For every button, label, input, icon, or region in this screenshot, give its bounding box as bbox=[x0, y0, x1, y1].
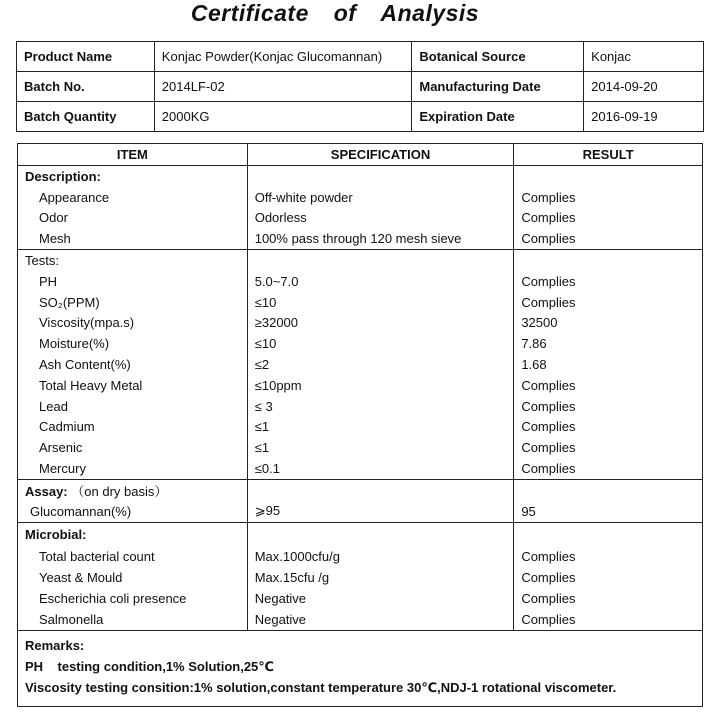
result-cell: 7.86 bbox=[514, 333, 703, 354]
result-cell: Complies bbox=[514, 588, 703, 609]
batch-no-value: 2014LF-02 bbox=[154, 72, 412, 102]
info-row bbox=[17, 72, 704, 102]
table-row bbox=[18, 501, 703, 522]
tests-heading: Tests: bbox=[18, 250, 248, 271]
batch-no-label: Batch No. bbox=[17, 72, 155, 102]
result-cell: 32500 bbox=[514, 313, 703, 334]
item-cell: Appearance bbox=[18, 187, 248, 208]
specification-header: SPECIFICATION bbox=[247, 144, 514, 166]
expiration-date-label: Expiration Date bbox=[412, 102, 584, 132]
table-row bbox=[18, 208, 703, 229]
spec-cell: Max.1000cfu/g bbox=[247, 547, 514, 568]
item-cell: Moisture(%) bbox=[18, 333, 248, 354]
product-name-label: Product Name bbox=[17, 42, 155, 72]
spec-cell: Odorless bbox=[247, 208, 514, 229]
table-row bbox=[18, 313, 703, 334]
section-row bbox=[18, 479, 703, 500]
item-cell: Salmonella bbox=[18, 609, 248, 630]
result-cell: Complies bbox=[514, 567, 703, 588]
spec-cell: ≤10 bbox=[247, 292, 514, 313]
item-cell: SO₂(PPM) bbox=[18, 292, 248, 313]
item-cell: Yeast & Mould bbox=[18, 567, 248, 588]
spec-cell: ⩾95 bbox=[247, 501, 514, 522]
spec-cell: ≤1 bbox=[247, 417, 514, 438]
table-row bbox=[18, 333, 703, 354]
item-cell: Cadmium bbox=[18, 417, 248, 438]
remarks-row bbox=[18, 630, 703, 706]
product-name-value: Konjac Powder(Konjac Glucomannan) bbox=[154, 42, 412, 72]
remarks-line-viscosity: Viscosity testing consition:1% solution,constant temperature 30℃,NDJ-1 rotational viscometer. bbox=[25, 679, 617, 695]
result-header: RESULT bbox=[514, 144, 703, 166]
table-row bbox=[18, 417, 703, 438]
item-cell: Total bacterial count bbox=[18, 547, 248, 568]
item-cell: Mesh bbox=[18, 228, 248, 249]
result-cell: Complies bbox=[514, 396, 703, 417]
item-cell: Ash Content(%) bbox=[18, 354, 248, 375]
spec-cell: ≤1 bbox=[247, 437, 514, 458]
spec-cell: Off-white powder bbox=[247, 187, 514, 208]
assay-heading-cell bbox=[18, 479, 248, 500]
result-cell: 1.68 bbox=[514, 354, 703, 375]
result-cell: Complies bbox=[514, 228, 703, 249]
section-row bbox=[18, 522, 703, 547]
spec-cell: ≥32000 bbox=[247, 313, 514, 334]
table-row bbox=[18, 271, 703, 292]
assay-heading: Assay: bbox=[25, 483, 68, 499]
spec-cell: Negative bbox=[247, 609, 514, 630]
result-cell: Complies bbox=[514, 271, 703, 292]
botanical-source-label: Botanical Source bbox=[412, 42, 584, 72]
spec-cell: Negative bbox=[247, 588, 514, 609]
spec-cell: ≤2 bbox=[247, 354, 514, 375]
table-row bbox=[18, 228, 703, 249]
spec-cell: 100% pass through 120 mesh sieve bbox=[247, 228, 514, 249]
result-cell: Complies bbox=[514, 458, 703, 479]
document-title: Certificate of Analysis bbox=[190, 0, 480, 26]
result-cell: Complies bbox=[514, 547, 703, 568]
result-cell: Complies bbox=[514, 437, 703, 458]
table-row bbox=[18, 292, 703, 313]
spec-cell: ≤10ppm bbox=[247, 375, 514, 396]
item-cell: PH bbox=[18, 271, 248, 292]
spec-cell: ≤10 bbox=[247, 333, 514, 354]
table-row bbox=[18, 547, 703, 568]
result-cell: Complies bbox=[514, 375, 703, 396]
batch-quantity-value: 2000KG bbox=[154, 102, 412, 132]
item-cell: Escherichia coli presence bbox=[18, 588, 248, 609]
table-row bbox=[18, 396, 703, 417]
remarks-heading: Remarks: bbox=[25, 637, 85, 653]
remarks-line-ph: PH testing condition,1% Solution,25℃ bbox=[25, 658, 275, 674]
spec-cell: 5.0~7.0 bbox=[247, 271, 514, 292]
table-row bbox=[18, 458, 703, 479]
result-cell: Complies bbox=[514, 292, 703, 313]
specification-table bbox=[17, 143, 703, 707]
item-cell: Mercury bbox=[18, 458, 248, 479]
info-row bbox=[17, 42, 704, 72]
description-heading: Description: bbox=[18, 166, 248, 187]
result-cell: Complies bbox=[514, 609, 703, 630]
manufacturing-date-label: Manufacturing Date bbox=[412, 72, 584, 102]
remarks-cell bbox=[18, 630, 703, 706]
item-cell: Lead bbox=[18, 396, 248, 417]
assay-note: （on dry basis） bbox=[71, 483, 168, 499]
expiration-date-value: 2016-09-19 bbox=[584, 102, 704, 132]
botanical-source-value: Konjac bbox=[584, 42, 704, 72]
item-cell: Arsenic bbox=[18, 437, 248, 458]
result-cell: Complies bbox=[514, 417, 703, 438]
result-cell: 95 bbox=[514, 501, 703, 522]
microbial-heading: Microbial: bbox=[18, 522, 248, 547]
item-cell: Viscosity(mpa.s) bbox=[18, 313, 248, 334]
section-row bbox=[18, 250, 703, 271]
result-cell: Complies bbox=[514, 208, 703, 229]
item-header: ITEM bbox=[18, 144, 248, 166]
item-cell: Odor bbox=[18, 208, 248, 229]
item-cell: Glucomannan(%) bbox=[18, 501, 248, 522]
table-row bbox=[18, 437, 703, 458]
table-row bbox=[18, 354, 703, 375]
table-row bbox=[18, 609, 703, 630]
result-cell: Complies bbox=[514, 187, 703, 208]
batch-quantity-label: Batch Quantity bbox=[17, 102, 155, 132]
product-info-table bbox=[16, 41, 704, 132]
table-row bbox=[18, 588, 703, 609]
section-row bbox=[18, 166, 703, 187]
table-row bbox=[18, 375, 703, 396]
spec-cell: ≤0.1 bbox=[247, 458, 514, 479]
item-cell: Total Heavy Metal bbox=[18, 375, 248, 396]
spec-cell: ≤ 3 bbox=[247, 396, 514, 417]
spec-cell: Max.15cfu /g bbox=[247, 567, 514, 588]
manufacturing-date-value: 2014-09-20 bbox=[584, 72, 704, 102]
table-row bbox=[18, 187, 703, 208]
header-row bbox=[18, 144, 703, 166]
info-row bbox=[17, 102, 704, 132]
table-row bbox=[18, 567, 703, 588]
